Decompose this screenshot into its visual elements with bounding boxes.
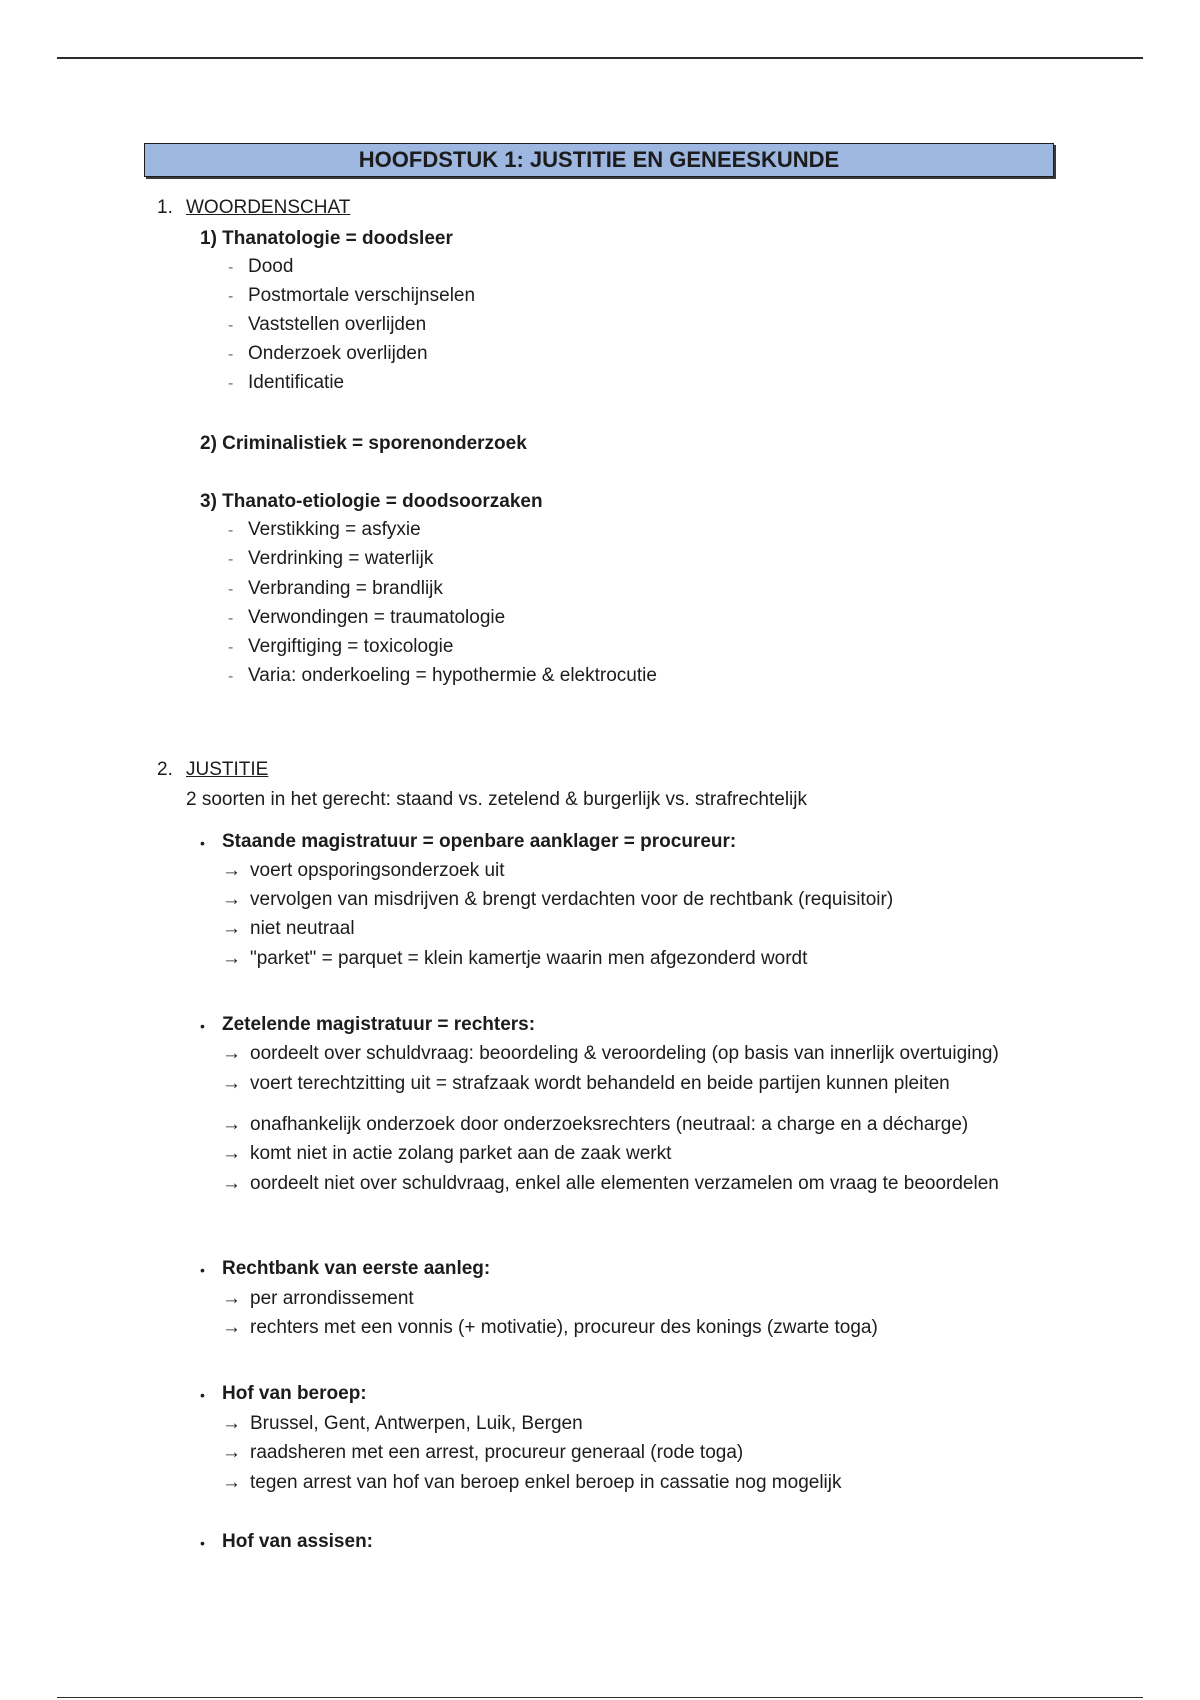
subheading-thanato-etiologie: 3) Thanato-etiologie = doodsoorzaken: [200, 491, 543, 512]
arrow-item: → "parket" = parquet = klein kamertje waarin men afgezonderd wordt: [222, 948, 808, 969]
arrow-icon: →: [222, 1288, 241, 1309]
dash-marker: -: [228, 522, 234, 539]
dash-marker: -: [228, 346, 234, 363]
bullet-marker: •: [200, 1018, 205, 1034]
list-item: Verdrinking = waterlijk: [248, 548, 434, 569]
list-item: Dood: [248, 256, 294, 277]
arrow-item: → komt niet in actie zolang parket aan de zaak werkt: [222, 1143, 672, 1164]
bullet-marker: •: [200, 1262, 205, 1278]
bullet-heading-staande: Staande magistratuur = openbare aanklager = procureur:: [222, 831, 737, 852]
arrow-item: → oordeelt over schuldvraag: beoordeling & veroordeling (op basis van innerlijk overtuiging): [222, 1043, 999, 1064]
arrow-icon: →: [222, 1317, 241, 1338]
section-intro: 2 soorten in het gerecht: staand vs. zetelend & burgerlijk vs. strafrechtelijk: [186, 789, 807, 810]
dash-marker: -: [228, 288, 234, 305]
dash-marker: -: [228, 551, 234, 568]
list-item: Vergiftiging = toxicologie: [248, 636, 454, 657]
subheading-criminalistiek: 2) Criminalistiek = sporenonderzoek: [200, 433, 527, 454]
dash-marker: -: [228, 259, 234, 276]
list-item: Postmortale verschijnselen: [248, 285, 476, 306]
arrow-item: → raadsheren met een arrest, procureur generaal (rode toga): [222, 1442, 744, 1463]
arrow-icon: →: [222, 1442, 241, 1463]
bullet-heading-hof-van-beroep: Hof van beroep:: [222, 1383, 367, 1404]
list-item: Verbranding = brandlijk: [248, 578, 443, 599]
arrow-item: → voert terechtzitting uit = strafzaak wordt behandeld en beide partijen kunnen pleiten: [222, 1073, 950, 1094]
arrow-item: → Brussel, Gent, Antwerpen, Luik, Bergen: [222, 1413, 583, 1434]
bullet-marker: •: [200, 1535, 205, 1551]
arrow-icon: →: [222, 1043, 241, 1064]
section-heading-woordenschat: 1. WOORDENSCHAT: [157, 197, 351, 218]
dash-marker: -: [228, 668, 234, 685]
arrow-item: → voert opsporingsonderzoek uit: [222, 860, 505, 881]
dash-marker: -: [228, 317, 234, 334]
arrow-icon: →: [222, 1472, 241, 1493]
arrow-icon: →: [222, 1143, 241, 1164]
bullet-marker: •: [200, 835, 205, 851]
bullet-heading-rechtbank: Rechtbank van eerste aanleg:: [222, 1258, 491, 1279]
arrow-icon: →: [222, 948, 241, 969]
arrow-item: → oordeelt niet over schuldvraag, enkel alle elementen verzamelen om vraag te beoordelen: [222, 1173, 999, 1194]
arrow-item: → per arrondissement: [222, 1288, 414, 1309]
arrow-item: → tegen arrest van hof van beroep enkel beroep in cassatie nog mogelijk: [222, 1472, 842, 1493]
section-heading-justitie: 2. JUSTITIE: [157, 759, 269, 780]
footer-rule: [57, 1697, 1143, 1698]
arrow-item: → onafhankelijk onderzoek door onderzoeksrechters (neutraal: a charge en a décharge): [222, 1114, 969, 1135]
arrow-icon: →: [222, 1413, 241, 1434]
bullet-marker: •: [200, 1387, 205, 1403]
list-item: Verwondingen = traumatologie: [248, 607, 506, 628]
arrow-icon: →: [222, 1073, 241, 1094]
arrow-item: → niet neutraal: [222, 918, 355, 939]
header-rule: [57, 57, 1143, 59]
chapter-title: HOOFDSTUK 1: JUSTITIE EN GENEESKUNDE: [144, 143, 1054, 177]
list-item: Vaststellen overlijden: [248, 314, 427, 335]
bullet-heading-hof-van-assisen: Hof van assisen:: [222, 1531, 373, 1552]
subheading-thanatologie: 1) Thanatologie = doodsleer: [200, 228, 453, 249]
arrow-item: → rechters met een vonnis (+ motivatie), procureur des konings (zwarte toga): [222, 1317, 878, 1338]
dash-marker: -: [228, 375, 234, 392]
arrow-icon: →: [222, 1114, 241, 1135]
dash-marker: -: [228, 610, 234, 627]
list-item: Onderzoek overlijden: [248, 343, 428, 364]
arrow-icon: →: [222, 918, 241, 939]
arrow-icon: →: [222, 860, 241, 881]
dash-marker: -: [228, 639, 234, 656]
arrow-item: → vervolgen van misdrijven & brengt verdachten voor de rechtbank (requisitoir): [222, 889, 894, 910]
arrow-icon: →: [222, 889, 241, 910]
list-item: Identificatie: [248, 372, 345, 393]
list-item: Verstikking = asfyxie: [248, 519, 421, 540]
arrow-icon: →: [222, 1173, 241, 1194]
bullet-heading-zetelende: Zetelende magistratuur = rechters:: [222, 1014, 536, 1035]
list-item: Varia: onderkoeling = hypothermie & elektrocutie: [248, 665, 657, 686]
dash-marker: -: [228, 581, 234, 598]
